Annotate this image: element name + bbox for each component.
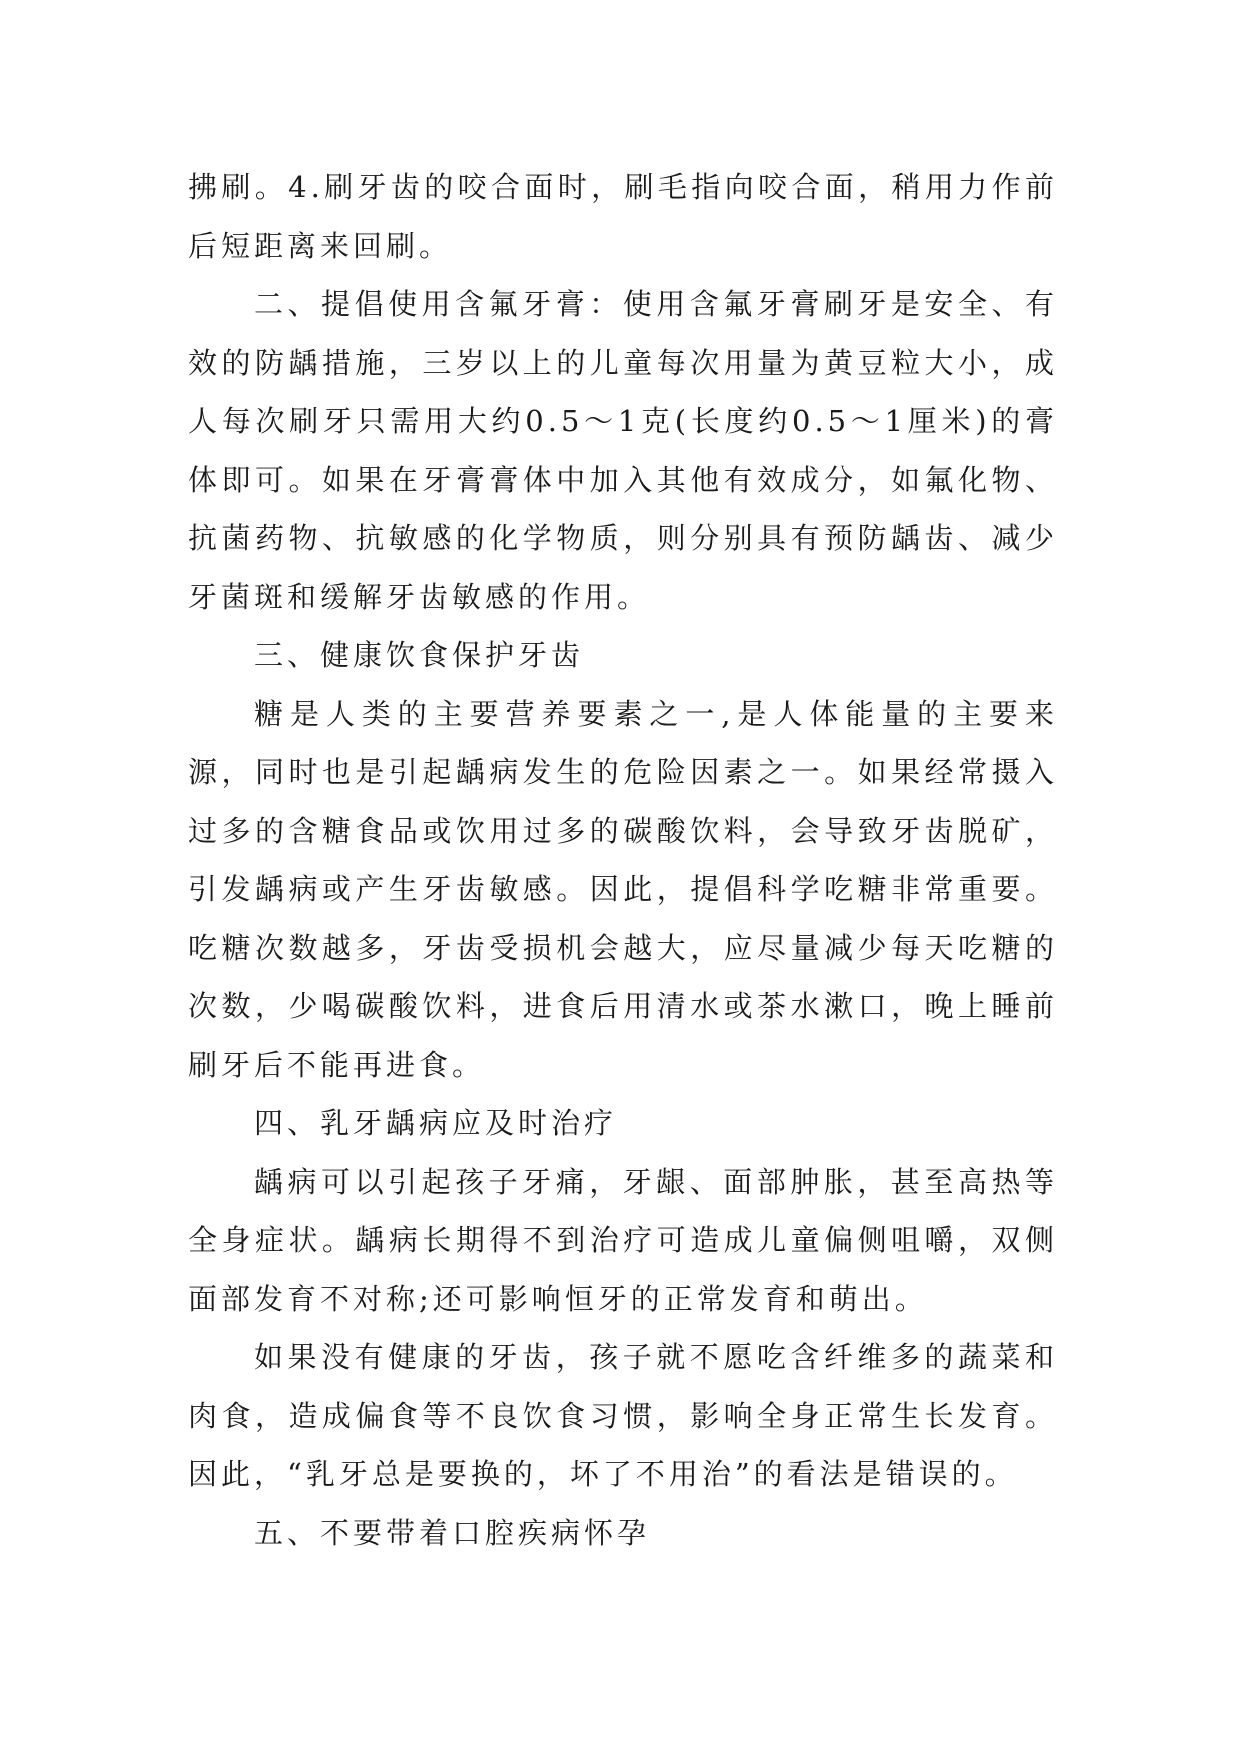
paragraph-brushing-tail: 拂刷。4.刷牙齿的咬合面时，刷毛指向咬合面，稍用力作前后短距离来回刷。 [188, 170, 1058, 263]
section-heading-healthy-diet: 三、健康饮食保护牙齿 [254, 638, 585, 672]
paragraph-sugar-intake: 糖是人类的主要营养要素之一,是人体能量的主要来源，同时也是引起龋病发生的危险因素之一。如果经常摄入过多的含糖食品或饮用过多的碳酸饮料，会导致牙齿脱矿，引发龋病或产生牙齿敏感。因此，提倡科学吃糖非常重要。吃糖次数越多，牙齿受损机会越大，应尽量减少每天吃糖的次数，少喝碳酸饮料，进食后用清水或茶水漱口，晚上睡前刷牙后不能再进食。 [188, 696, 1058, 1082]
section-heading-baby-teeth-caries: 四、乳牙龋病应及时治疗 [254, 1106, 618, 1140]
paragraph-fluoride-toothpaste: 二、提倡使用含氟牙膏：使用含氟牙膏刷牙是安全、有效的防龋措施，三岁以上的儿童每次用量为黄豆粒大小，成人每次刷牙只需用大约0.5～1克(长度约0.5～1厘米)的膏体即可。如果在牙膏膏体中加入其他有效成分，如氟化物、抗菌药物、抗敏感的化学物质，则分别具有预防龋齿、减少牙菌斑和缓解牙齿敏感的作用。 [188, 287, 1058, 614]
paragraph-caries-symptoms: 龋病可以引起孩子牙痛，牙龈、面部肿胀，甚至高热等全身症状。龋病长期得不到治疗可造成儿童偏侧咀嚼，双侧面部发育不对称;还可影响恒牙的正常发育和萌出。 [188, 1164, 1058, 1316]
section-heading-pregnancy-oral-health: 五、不要带着口腔疾病怀孕 [254, 1515, 651, 1550]
paragraph-healthy-teeth-importance: 如果没有健康的牙齿，孩子就不愿吃含纤维多的蔬菜和肉食，造成偏食等不良饮食习惯，影响全身正常生长发育。因此，“乳牙总是要换的，坏了不用治”的看法是错误的。 [188, 1340, 1058, 1491]
document-body [188, 158, 1058, 1562]
